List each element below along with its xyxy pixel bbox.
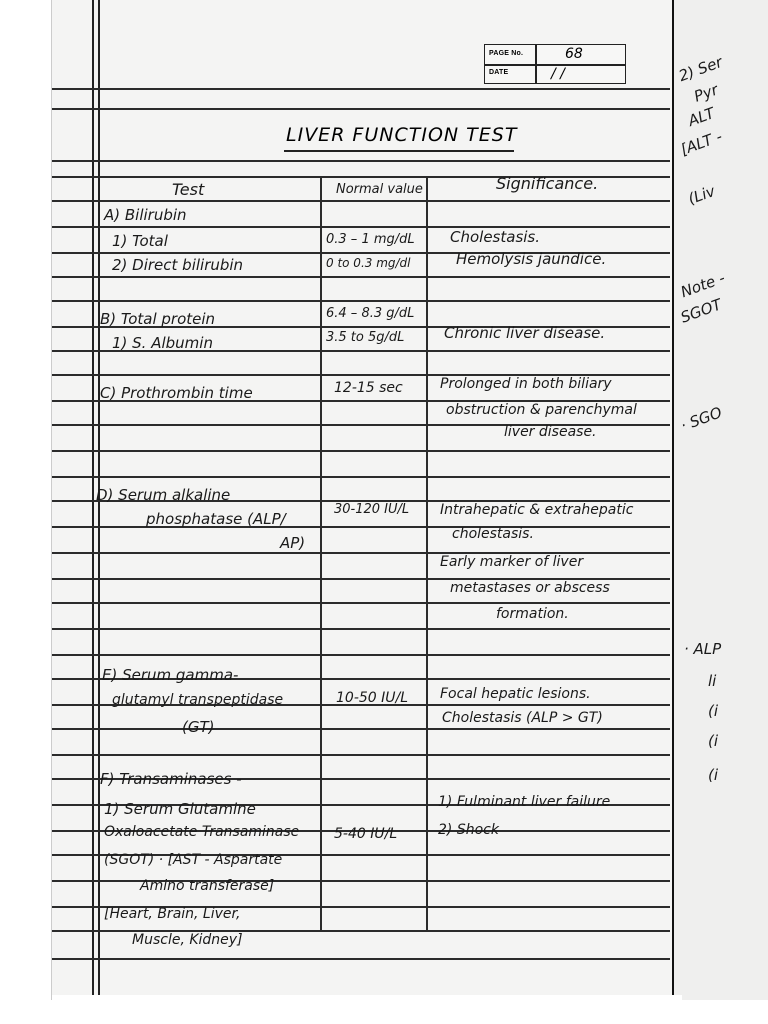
row-e-heading-3: (GT) — [182, 718, 215, 736]
column-divider-1 — [320, 176, 322, 930]
row-c-heading: C) Prothrombin time — [100, 384, 253, 402]
adjacent-text-2: Pyr — [691, 80, 721, 106]
page-number: 68 — [565, 46, 583, 62]
row-a1-test: 1) Total — [112, 232, 168, 250]
row-f-heading: F) Transaminases - — [100, 770, 242, 788]
adjacent-page — [672, 0, 768, 1000]
adjacent-text-8: · SGO — [678, 403, 725, 435]
row-f1-test-4: Amino transferase] — [140, 878, 275, 894]
title-underline — [284, 150, 514, 152]
adjacent-text-13: (i — [708, 766, 719, 784]
row-c-significance-2: obstruction & parenchymal — [446, 402, 637, 418]
row-c-significance-3: liver disease. — [504, 424, 597, 440]
row-d-significance-1: Intrahepatic & extrahepatic — [440, 502, 634, 518]
row-b-normal: 6.4 – 8.3 g/dL — [326, 306, 415, 321]
page-bottom-edge — [52, 995, 682, 1024]
adjacent-text-12: (i — [708, 732, 719, 750]
row-d-significance-5: formation. — [496, 606, 569, 622]
row-d-heading-1: D) Serum alkaline — [96, 486, 231, 504]
adjacent-text-6: Note - — [678, 268, 728, 302]
adjacent-text-5: (Liv — [685, 181, 718, 209]
row-f1-significance-2: 2) Shock — [438, 822, 499, 838]
column-header-normal: Normal value — [336, 182, 423, 197]
row-d-significance-3: Early marker of liver — [440, 554, 584, 570]
adjacent-text-10: li — [708, 672, 717, 690]
column-header-test: Test — [172, 180, 205, 199]
row-d-significance-2: cholestasis. — [452, 526, 534, 542]
column-header-significance: Significance. — [496, 174, 599, 193]
row-e-heading-2: glutamyl transpeptidase — [112, 692, 284, 708]
row-e-normal: 10-50 IU/L — [336, 690, 409, 706]
row-c-significance-1: Prolonged in both biliary — [440, 376, 612, 392]
row-e-heading-1: E) Serum gamma- — [102, 666, 239, 684]
row-b-heading: B) Total protein — [100, 310, 216, 328]
row-c-normal: 12-15 sec — [334, 380, 403, 396]
row-b1-test: 1) S. Albumin — [112, 334, 213, 352]
page-title: LIVER FUNCTION TEST — [286, 124, 518, 146]
row-a2-normal: 0 to 0.3 mg/dl — [326, 256, 411, 270]
row-a2-test: 2) Direct bilirubin — [112, 256, 244, 274]
row-f1-test-6: Muscle, Kidney] — [132, 932, 243, 948]
row-d-significance-4: metastases or abscess — [450, 580, 610, 596]
row-f1-test-5: [Heart, Brain, Liver, — [104, 906, 241, 922]
adjacent-text-4: [ALT - — [678, 127, 725, 159]
row-d-heading-3: AP) — [280, 534, 306, 552]
row-b1-normal: 3.5 to 5g/dL — [326, 330, 405, 345]
adjacent-text-1: 2) Ser — [676, 52, 725, 86]
row-f1-normal: 5-40 IU/L — [334, 826, 398, 842]
date-value: / / — [551, 66, 565, 82]
adjacent-text-11: (i — [708, 702, 719, 720]
date-label: DATE — [489, 69, 509, 76]
adjacent-text-9: · ALP — [684, 640, 722, 658]
page-meta-box — [484, 44, 626, 84]
row-d-normal: 30-120 IU/L — [334, 502, 410, 517]
row-e-significance-2: Cholestasis (ALP > GT) — [442, 710, 603, 726]
row-a2-significance: Hemolysis jaundice. — [456, 250, 607, 268]
row-f1-test-2: Oxaloacetate Transaminase — [104, 824, 300, 840]
row-a1-normal: 0.3 – 1 mg/dL — [326, 232, 415, 247]
row-f1-significance-1: 1) Fulminant liver failure — [438, 794, 611, 810]
row-e-significance-1: Focal hepatic lesions. — [440, 686, 591, 702]
row-f1-test-1: 1) Serum Glutamine — [104, 800, 256, 818]
row-a1-significance: Cholestasis. — [450, 228, 541, 246]
adjacent-text-3: ALT — [685, 103, 718, 131]
column-divider-2 — [426, 176, 428, 930]
adjacent-text-7: SGOT — [678, 295, 724, 327]
row-d-heading-2: phosphatase (ALP/ — [146, 510, 286, 528]
row-a-heading: A) Bilirubin — [104, 206, 187, 224]
page-no-label: PAGE No. — [489, 50, 524, 57]
row-b1-significance: Chronic liver disease. — [444, 324, 606, 342]
row-f1-test-3: (SGOT) · [AST - Aspartate — [104, 852, 283, 868]
